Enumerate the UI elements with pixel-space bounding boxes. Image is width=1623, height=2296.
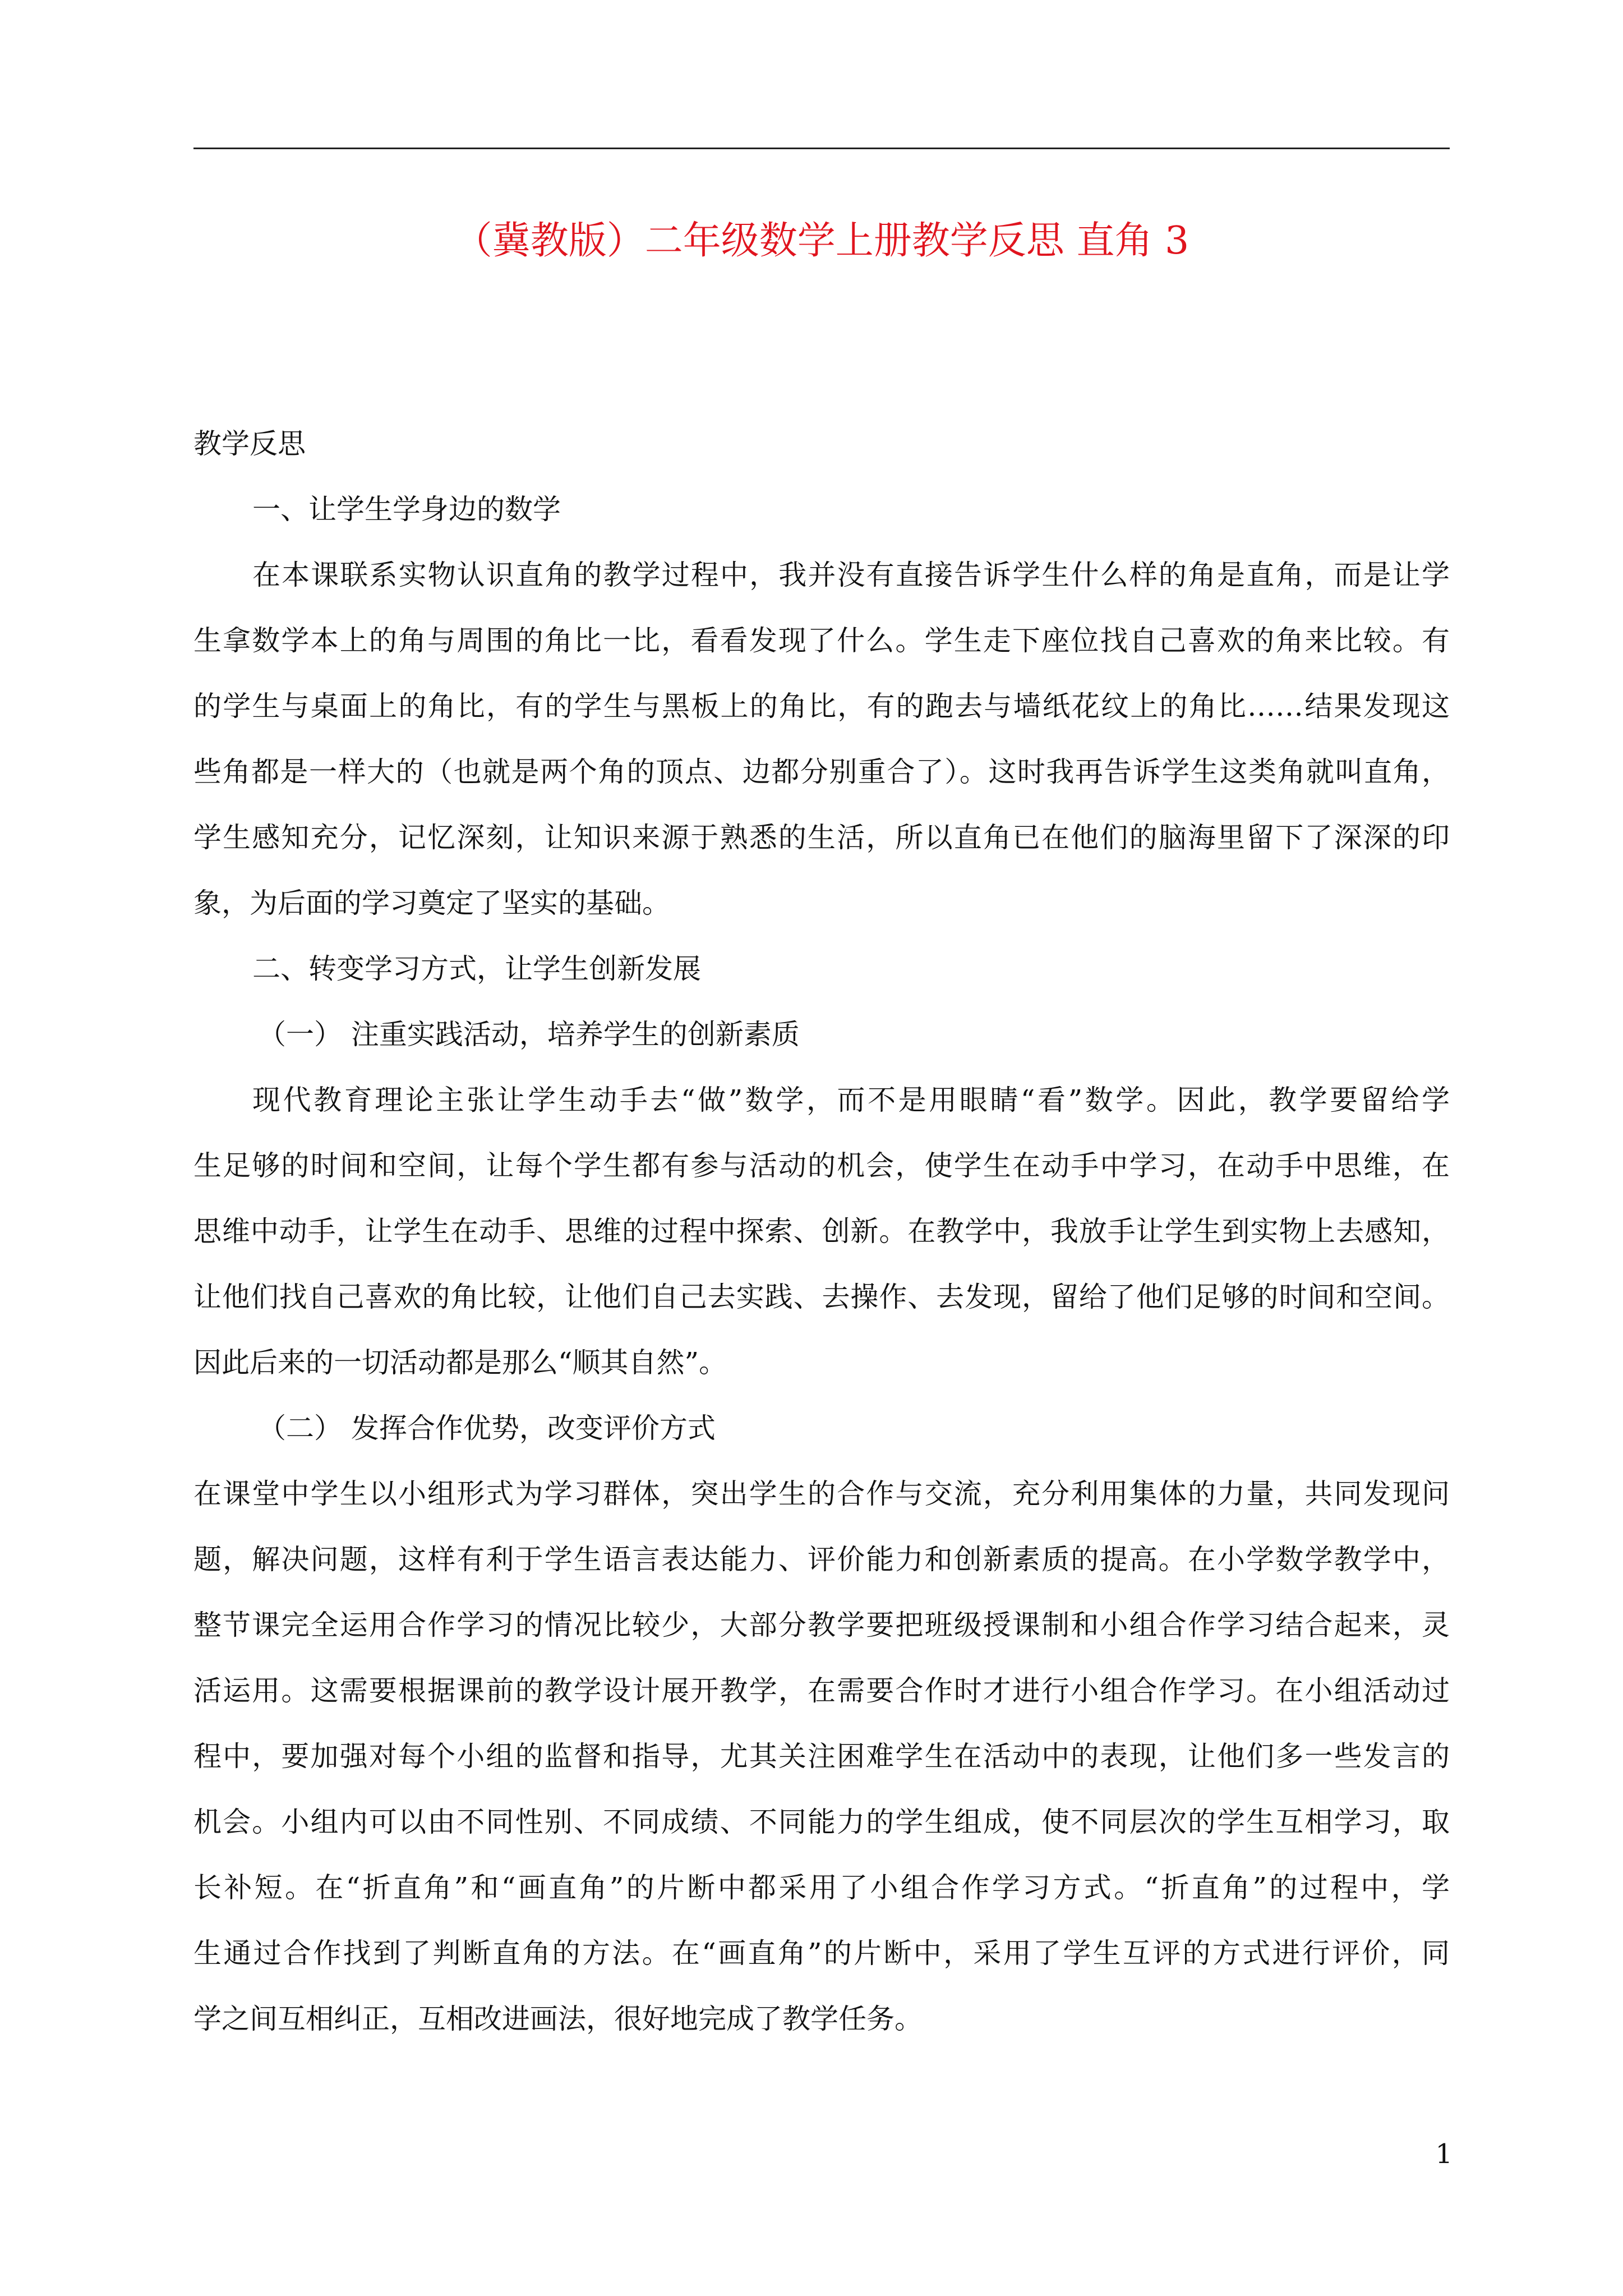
subsection-heading-2: （二） 发挥合作优势，改变评价方式 [258,1412,716,1444]
paragraph-2-line-4: 让他们找自己喜欢的角比较，让他们自己去实践、去操作、去发现，留给了他们足够的时间和空间。 [193,1281,1450,1313]
paragraph-3-line-1: 在课堂中学生以小组形式为学习群体，突出学生的合作与交流，充分利用集体的力量，共同发现问 [193,1478,1450,1510]
section-heading-reflection: 教学反思 [193,427,306,460]
paragraph-3-line-9: 学之间互相纠正，互相改进画法，很好地完成了教学任务。 [193,2003,923,2035]
header-rule [193,148,1450,149]
paragraph-3-line-5: 程中，要加强对每个小组的监督和指导，尤其关注困难学生在活动中的表现，让他们多一些发言的 [193,1740,1450,1773]
subsection-heading-1: （一） 注重实践活动，培养学生的创新素质 [258,1018,800,1051]
paragraph-1-line-6: 象，为后面的学习奠定了坚实的基础。 [193,887,670,919]
paragraph-2-line-1: 现代教育理论主张让学生动手去“做”数学，而不是用眼睛“看”数学。因此，教学要留给学 [252,1084,1450,1116]
paragraph-3-line-6: 机会。小组内可以由不同性别、不同成绩、不同能力的学生组成，使不同层次的学生互相学习，取 [193,1806,1450,1838]
paragraph-3-line-7: 长补短。在“折直角”和“画直角”的片断中都采用了小组合作学习方式。“折直角”的过程中，学 [193,1871,1450,1904]
page-number: 1 [1435,2138,1453,2170]
paragraph-1-line-5: 学生感知充分，记忆深刻，让知识来源于熟悉的生活，所以直角已在他们的脑海里留下了深深的印 [193,821,1450,854]
paragraph-3-line-3: 整节课完全运用合作学习的情况比较少，大部分教学要把班级授课制和小组合作学习结合起来，灵 [193,1609,1450,1641]
paragraph-2-line-5: 因此后来的一切活动都是那么“顺其自然”。 [193,1346,727,1379]
paragraph-1-line-2: 生拿数学本上的角与周围的角比一比，看看发现了什么。学生走下座位找自己喜欢的角来比较。有 [193,624,1450,657]
paragraph-3-line-8: 生通过合作找到了判断直角的方法。在“画直角”的片断中，采用了学生互评的方式进行评价，同 [193,1937,1450,1970]
section-heading-1: 一、让学生学身边的数学 [252,493,561,526]
paragraph-1-line-3: 的学生与桌面上的角比，有的学生与黑板上的角比，有的跑去与墙纸花纹上的角比……结果发现这 [193,690,1450,723]
document-title: （冀教版）二年级数学上册教学反思 直角 3 [454,219,1189,263]
paragraph-2-line-2: 生足够的时间和空间，让每个学生都有参与活动的机会，使学生在动手中学习，在动手中思维，在 [193,1149,1450,1182]
paragraph-1-line-1: 在本课联系实物认识直角的教学过程中，我并没有直接告诉学生什么样的角是直角，而是让学 [252,559,1450,591]
paragraph-2-line-3: 思维中动手，让学生在动手、思维的过程中探索、创新。在教学中，我放手让学生到实物上去感知， [193,1215,1450,1248]
paragraph-1-line-4: 些角都是一样大的（也就是两个角的顶点、边都分别重合了）。这时我再告诉学生这类角就叫直角， [193,756,1450,788]
paragraph-3-line-2: 题，解决问题，这样有利于学生语言表达能力、评价能力和创新素质的提高。在小学数学教学中， [193,1543,1450,1576]
paragraph-3-line-4: 活运用。这需要根据课前的教学设计展开教学，在需要合作时才进行小组合作学习。在小组活动过 [193,1674,1450,1707]
section-heading-2: 二、转变学习方式，让学生创新发展 [252,953,701,985]
